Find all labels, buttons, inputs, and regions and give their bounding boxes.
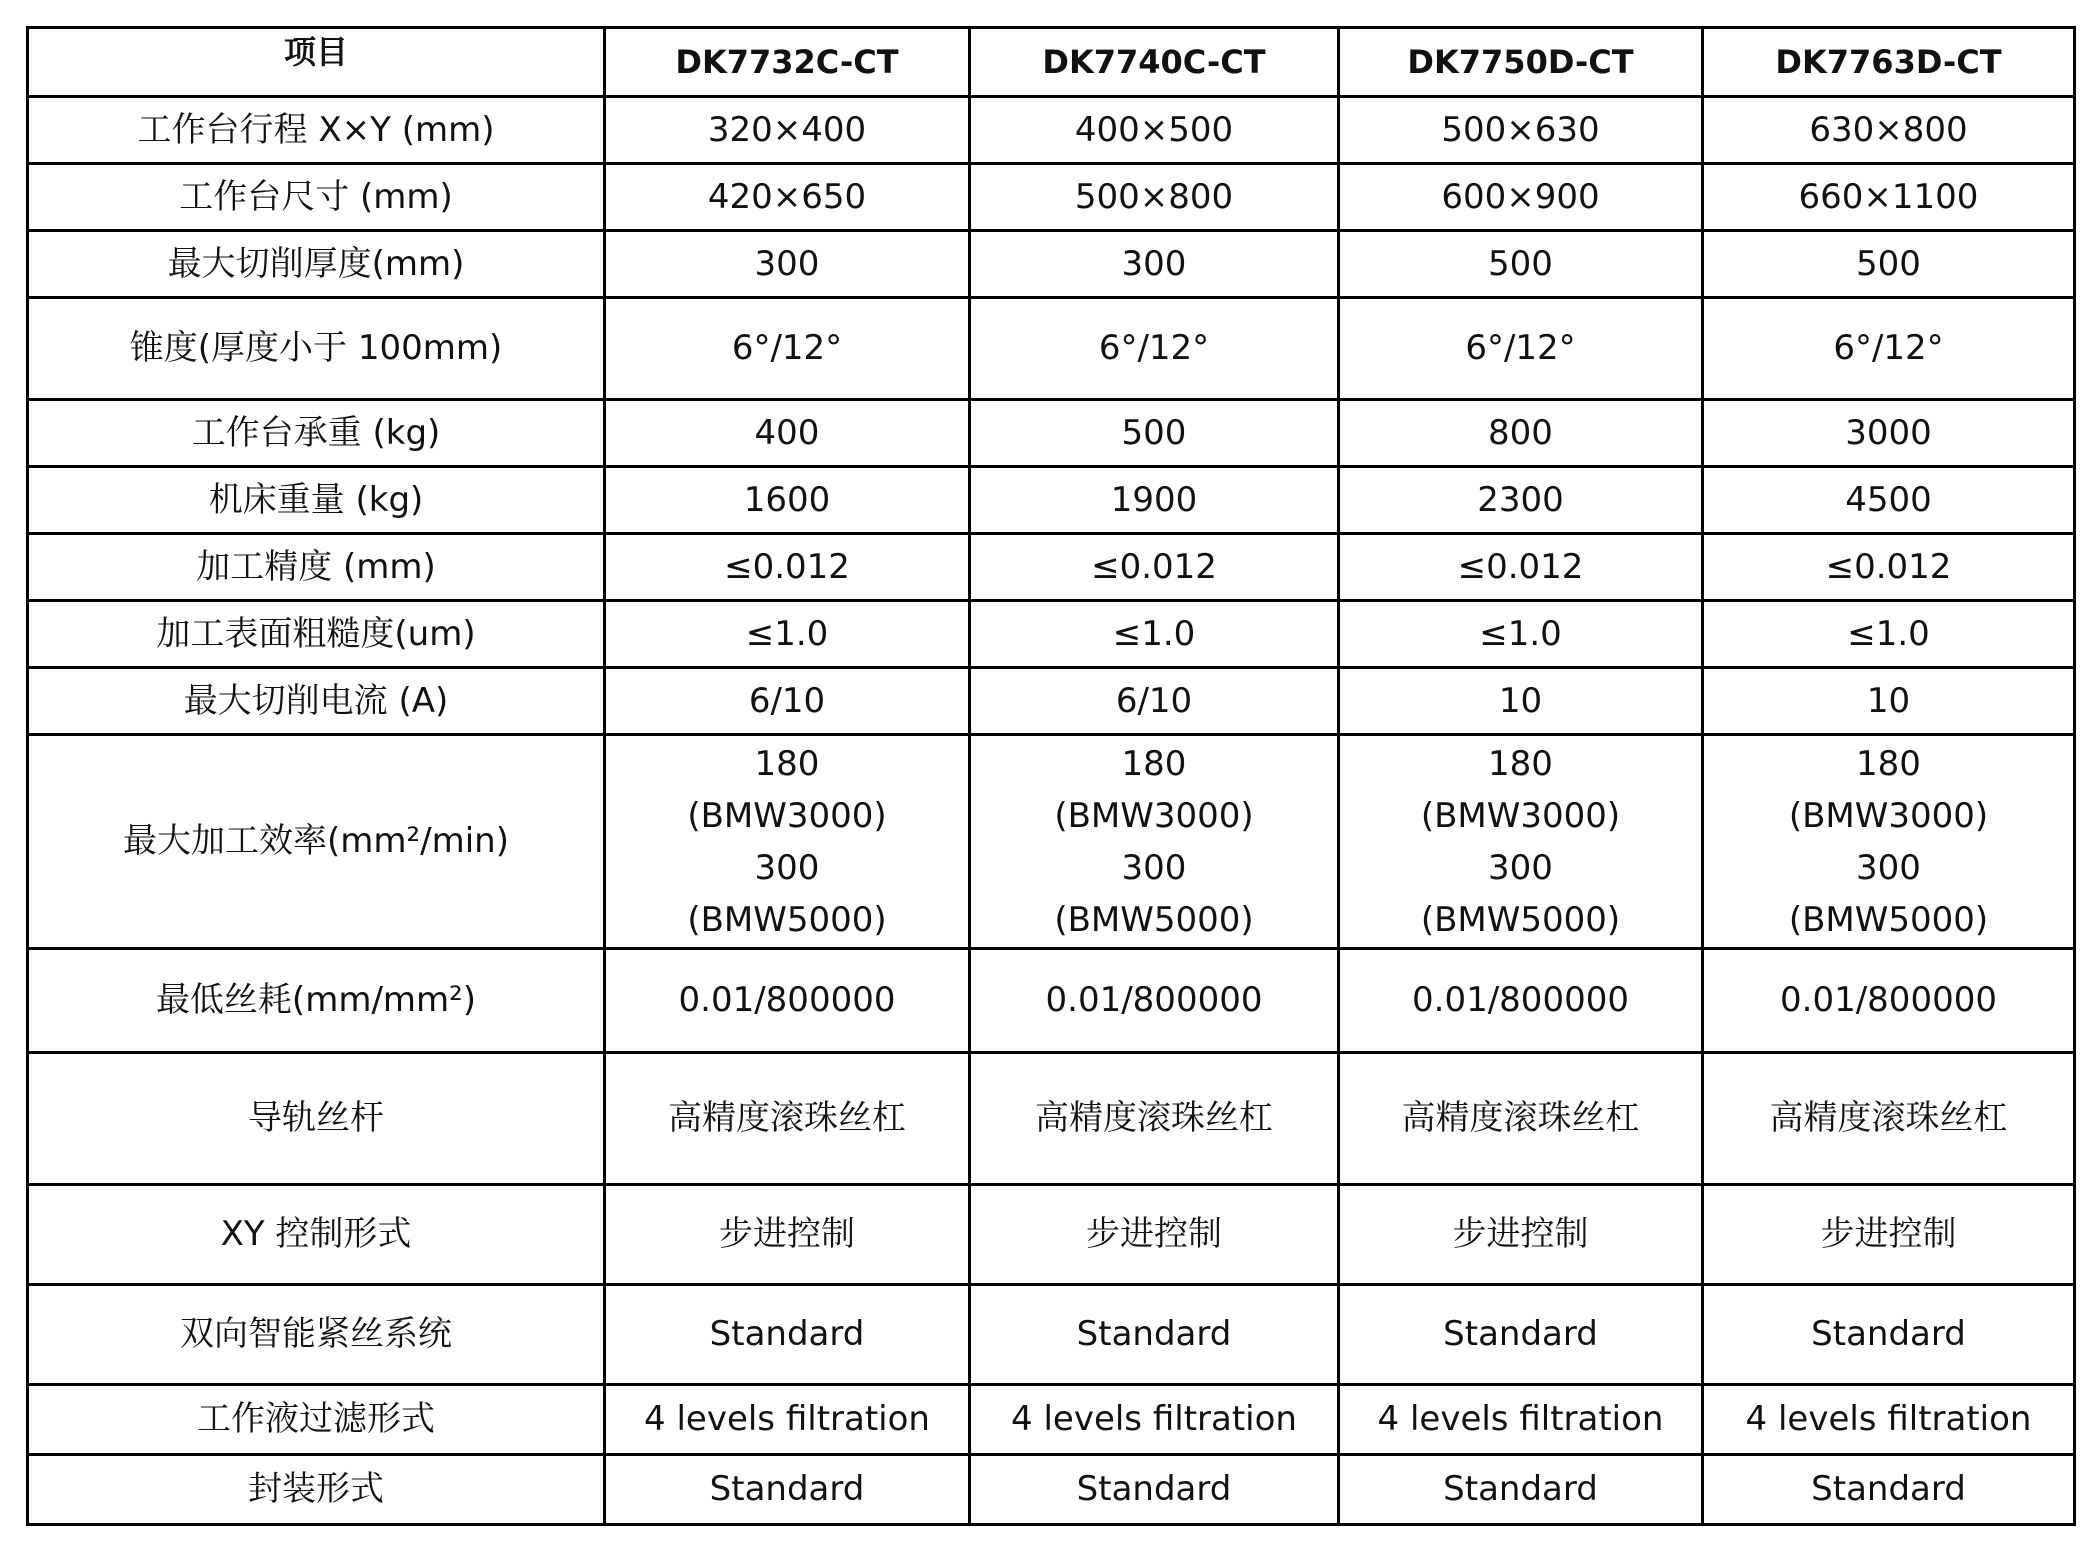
row-label: 工作液过滤形式 [28, 1385, 605, 1455]
table-cell: ≤1.0 [1703, 601, 2075, 668]
table-cell: 高精度滚珠丝杠 [605, 1053, 970, 1185]
table-row [28, 298, 2075, 400]
header-model: DK7732C-CT [605, 28, 970, 97]
table-cell: 0.01/800000 [1703, 949, 2075, 1053]
table-cell: 4500 [1703, 467, 2075, 534]
cell-line: (BMW3000) [687, 795, 887, 836]
table-row [28, 1053, 2075, 1185]
cell-line: (BMW3000) [1054, 795, 1254, 836]
table-cell [605, 735, 970, 949]
table-cell: Standard [1703, 1455, 2075, 1525]
table-cell [970, 735, 1339, 949]
row-label: 工作台尺寸 (mm) [28, 164, 605, 231]
table-cell: 高精度滚珠丝杠 [1703, 1053, 2075, 1185]
table-cell: Standard [1703, 1285, 2075, 1385]
table-cell: Standard [605, 1285, 970, 1385]
table-cell: 0.01/800000 [1339, 949, 1703, 1053]
table-cell [1339, 735, 1703, 949]
row-label: XY 控制形式 [28, 1185, 605, 1285]
table-cell: 10 [1339, 668, 1703, 735]
header-model: DK7763D-CT [1703, 28, 2075, 97]
row-label: 加工表面粗糙度(um) [28, 601, 605, 668]
header-row [28, 28, 2075, 97]
table-cell: 500 [1339, 231, 1703, 298]
table-cell: ≤1.0 [970, 601, 1339, 668]
table-row [28, 231, 2075, 298]
table-cell: 2300 [1339, 467, 1703, 534]
row-label: 最大切削电流 (A) [28, 668, 605, 735]
table-cell: 420×650 [605, 164, 970, 231]
table-cell: 4 levels filtration [1703, 1385, 2075, 1455]
cell-line: 300 [754, 847, 820, 888]
cell-line: (BMW3000) [1420, 795, 1621, 836]
table-cell: 300 [605, 231, 970, 298]
spec-table [26, 26, 2076, 1526]
table-cell: 500×630 [1339, 97, 1703, 164]
table-cell: 高精度滚珠丝杠 [1339, 1053, 1703, 1185]
table-cell: 300 [970, 231, 1339, 298]
table-cell: 步进控制 [970, 1185, 1339, 1285]
cell-line: 180 [1121, 743, 1187, 784]
table-cell: 660×1100 [1703, 164, 2075, 231]
table-cell: ≤0.012 [970, 534, 1339, 601]
table-cell: 600×900 [1339, 164, 1703, 231]
cell-line: 180 [1856, 743, 1921, 784]
table-cell: 400×500 [970, 97, 1339, 164]
table-cell: 4 levels filtration [1339, 1385, 1703, 1455]
table-cell: Standard [605, 1455, 970, 1525]
row-label: 最大切削厚度(mm) [28, 231, 605, 298]
table-cell: 400 [605, 400, 970, 467]
row-label: 最低丝耗(mm/mm²) [28, 949, 605, 1053]
table-cell: 6/10 [605, 668, 970, 735]
table-cell [1703, 735, 2075, 949]
table-row [28, 668, 2075, 735]
row-label: 工作台承重 (kg) [28, 400, 605, 467]
table-cell: ≤0.012 [605, 534, 970, 601]
cell-line: (BMW5000) [1420, 899, 1621, 940]
table-row [28, 467, 2075, 534]
table-cell: 6°/12° [605, 298, 970, 400]
table-cell: Standard [970, 1285, 1339, 1385]
cell-line: (BMW5000) [1054, 899, 1254, 940]
table-cell: 800 [1339, 400, 1703, 467]
table-cell: 6°/12° [1703, 298, 2075, 400]
cell-line: 180 [1488, 743, 1553, 784]
row-label: 机床重量 (kg) [28, 467, 605, 534]
cell-line: 300 [1488, 847, 1553, 888]
table-cell: 步进控制 [605, 1185, 970, 1285]
table-row [28, 1185, 2075, 1285]
table-cell: 1900 [970, 467, 1339, 534]
table-cell: 3000 [1703, 400, 2075, 467]
table-cell: ≤0.012 [1703, 534, 2075, 601]
table-cell: 6°/12° [1339, 298, 1703, 400]
table-cell: Standard [970, 1455, 1339, 1525]
table-cell: 0.01/800000 [605, 949, 970, 1053]
cell-line: 300 [1856, 847, 1921, 888]
table-cell: 步进控制 [1703, 1185, 2075, 1285]
table-row [28, 534, 2075, 601]
table-row [28, 1285, 2075, 1385]
header-item-label: 项目 [28, 28, 605, 97]
header-model: DK7750D-CT [1339, 28, 1703, 97]
cell-line: (BMW3000) [1788, 795, 1989, 836]
table-cell: 6/10 [970, 668, 1339, 735]
table-cell: 500×800 [970, 164, 1339, 231]
table-row [28, 400, 2075, 467]
table-cell: ≤1.0 [1339, 601, 1703, 668]
table-cell: 0.01/800000 [970, 949, 1339, 1053]
cell-line: (BMW5000) [1788, 899, 1989, 940]
table-cell: 500 [1703, 231, 2075, 298]
cell-line: 300 [1121, 847, 1187, 888]
table-cell: 4 levels filtration [605, 1385, 970, 1455]
table-cell: ≤1.0 [605, 601, 970, 668]
header-model: DK7740C-CT [970, 28, 1339, 97]
table-row [28, 1455, 2075, 1525]
table-row [28, 735, 2075, 949]
table-cell: 高精度滚珠丝杠 [970, 1053, 1339, 1185]
table-cell: 320×400 [605, 97, 970, 164]
cell-line: (BMW5000) [687, 899, 887, 940]
row-label: 锥度(厚度小于 100mm) [28, 298, 605, 400]
table-cell: 4 levels filtration [970, 1385, 1339, 1455]
table-cell: Standard [1339, 1285, 1703, 1385]
table-row [28, 97, 2075, 164]
cell-line: 180 [754, 743, 820, 784]
table-cell: 500 [970, 400, 1339, 467]
table-cell: 步进控制 [1339, 1185, 1703, 1285]
table-cell: Standard [1339, 1455, 1703, 1525]
table-cell: 630×800 [1703, 97, 2075, 164]
table-cell: 1600 [605, 467, 970, 534]
row-label: 导轨丝杆 [28, 1053, 605, 1185]
row-label: 工作台行程 X×Y (mm) [28, 97, 605, 164]
row-label: 最大加工效率(mm²/min) [28, 735, 605, 949]
table-row [28, 1385, 2075, 1455]
row-label: 加工精度 (mm) [28, 534, 605, 601]
table-cell: 10 [1703, 668, 2075, 735]
table-row [28, 164, 2075, 231]
row-label: 双向智能紧丝系统 [28, 1285, 605, 1385]
table-cell: 6°/12° [970, 298, 1339, 400]
table-row [28, 949, 2075, 1053]
table-row [28, 601, 2075, 668]
row-label: 封装形式 [28, 1455, 605, 1525]
table-cell: ≤0.012 [1339, 534, 1703, 601]
